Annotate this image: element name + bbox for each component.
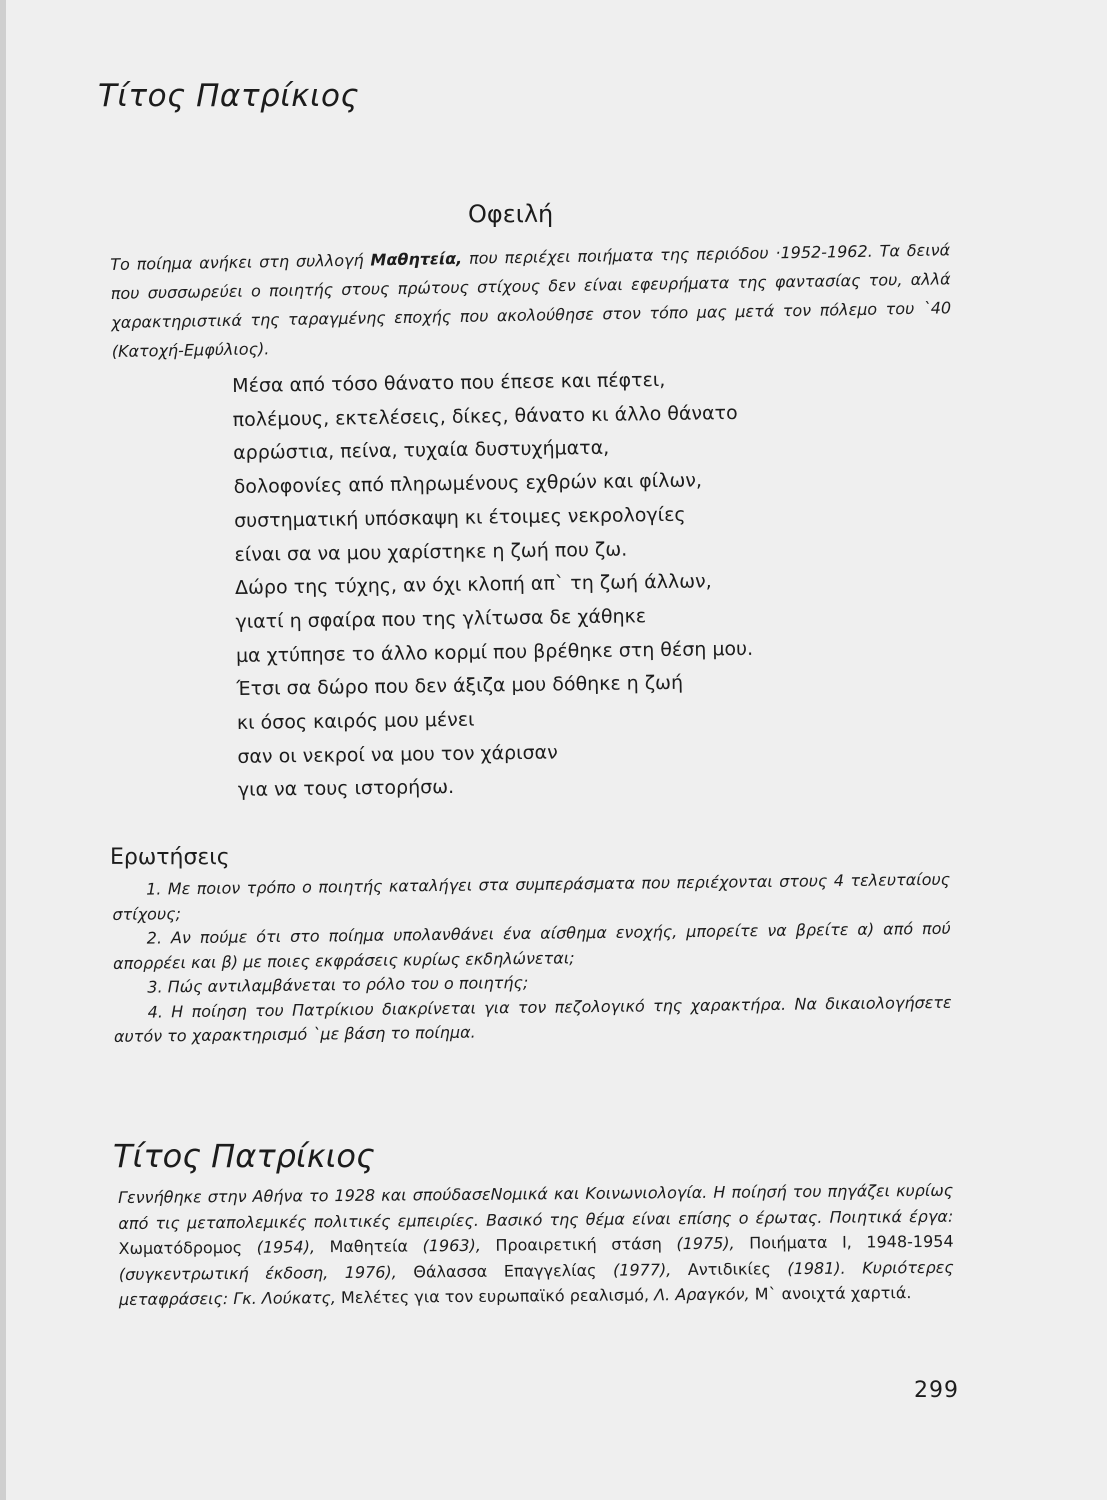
page-edge-shadow <box>0 0 6 1500</box>
bio-segment: Γεννήθηκε στην Αθήνα το 1928 και σπούδασεΝομικά και Κοινωνιολογία. Η ποίησή του πηγάζει κυρίως από τις μεταπολεμικές πολιτικές εμπειρίες. Βασικό της θέμα είναι επίσης ο έρωτας. Ποιητικά έργα: <box>118 1180 954 1233</box>
bio-segment: Μαθητεία <box>329 1236 423 1257</box>
poem-line: Έτσι σα δώρο που δεν άξιζα μου δόθηκε η ζωή <box>236 672 684 701</box>
bio-segment: Θάλασσα Επαγγελίας <box>413 1260 614 1281</box>
poem-body <box>232 360 938 808</box>
poem-line: πολέμους, εκτελέσεις, δίκες, θάνατο κι άλλο θάνατο <box>232 401 738 431</box>
bio-segment: (1981). Κυριότερες μεταφράσεις: Γκ. Λούκατς, <box>118 1257 954 1309</box>
poem-line: για να τους ιστορήσω. <box>237 776 455 802</box>
questions-list <box>112 868 952 1050</box>
question-item: 1. Με ποιον τρόπο ο ποιητής καταλήγει στα συμπεράσματα που περιέχονται στους 4 τελευταίους στίχους; <box>112 869 951 924</box>
questions-heading: Ερωτήσεις <box>110 845 230 870</box>
poem-title: Οφειλή <box>468 200 554 228</box>
poem-line: αρρώστια, πείνα, τυχαία δυστυχήματα, <box>233 437 610 465</box>
poem-line: είναι σα να μου χαρίστηκε η ζωή που ζω. <box>234 538 628 566</box>
bio-segment: Χωματόδρομος <box>118 1237 257 1258</box>
biography-author-heading: Τίτος Πατρίκιος <box>113 1137 375 1175</box>
poem-introduction <box>110 235 952 366</box>
bio-segment: (1954), <box>256 1237 330 1257</box>
poem-line: κι όσος καιρός μου μένει <box>236 708 475 734</box>
question-item: 4. Η ποίηση του Πατρίκιου διακρίνεται για τον πεζολογικό της χαρακτήρα. Να δικαιολογήσετε αυτόν το χαρακτηρισμό `με βάση το ποίημα. <box>113 992 952 1046</box>
bio-segment: Ποιήματα Ι, 1948-1954 <box>749 1231 954 1253</box>
question-item: 3. Πώς αντιλαμβάνεται το ρόλο του ο ποιητής; <box>147 972 529 997</box>
poem-line: Μέσα από τόσο θάνατο που έπεσε και πέφτει, <box>232 368 666 397</box>
bio-segment: (1977), <box>612 1259 688 1280</box>
bio-segment: Αντιδικίες <box>687 1258 788 1279</box>
bio-segment: (συγκεντρωτική έκδοση, 1976), <box>118 1261 414 1284</box>
bio-segment: Λ. Αραγκόν, <box>654 1284 755 1305</box>
bio-segment: Μ` ανοιχτά χαρτιά. <box>754 1283 912 1304</box>
poem-line: σαν οι νεκροί να μου τον χάρισαν <box>237 741 558 768</box>
bio-segment: Προαιρετική στάση <box>495 1234 677 1255</box>
bio-segment: (1975), <box>676 1233 750 1254</box>
bio-segment: Μελέτες για τον ευρωπαϊκό ρεαλισμό, <box>340 1285 655 1308</box>
poem-author-heading: Τίτος Πατρίκιος <box>98 78 360 114</box>
intro-text-part2: που περιέχει ποιήματα της περιόδου ·1952-1962. Τα δεινά που συσσωρεύει ο ποιητής στους πρώτους στίχους δεν είναι εφευρήματα της φαντασίας του, αλλά χαρακτηριστικά της ταραγμένης εποχής που ακολούθησε στον τόπο μας μετά τον πόλεμο του `40 (Κατοχή-Εμφύλιος). <box>110 240 952 361</box>
collection-name: Μαθητεία, <box>370 248 463 270</box>
bio-segment: (1963), <box>422 1235 496 1256</box>
intro-text-part1: Το ποίημα ανήκει στη συλλογή <box>110 250 371 274</box>
poem-line: δολοφονίες από πληρωμένους εχθρών και φίλων, <box>233 469 703 499</box>
poem-line: γιατί η σφαίρα που της γλίτωσα δε χάθηκε <box>235 605 647 633</box>
poem-line: συστηματική υπόσκαψη κι έτοιμες νεκρολογίες <box>233 503 686 532</box>
poem-line: μα χτύπησε το άλλο κορμί που βρέθηκε στη θέση μου. <box>235 637 754 667</box>
poem-line: Δώρο της τύχης, αν όχι κλοπή απ` τη ζωή άλλων, <box>234 570 712 600</box>
page-number: 299 <box>914 1378 959 1403</box>
question-item: 2. Αν πούμε ότι στο ποίημα υπολανθάνει ένα αίσθημα ενοχής, μπορείτε να βρείτε α) από πού απορρέει και β) με ποιες εκφράσεις κυρίως εκδηλώνεται; <box>112 918 951 973</box>
author-biography <box>118 1178 954 1313</box>
